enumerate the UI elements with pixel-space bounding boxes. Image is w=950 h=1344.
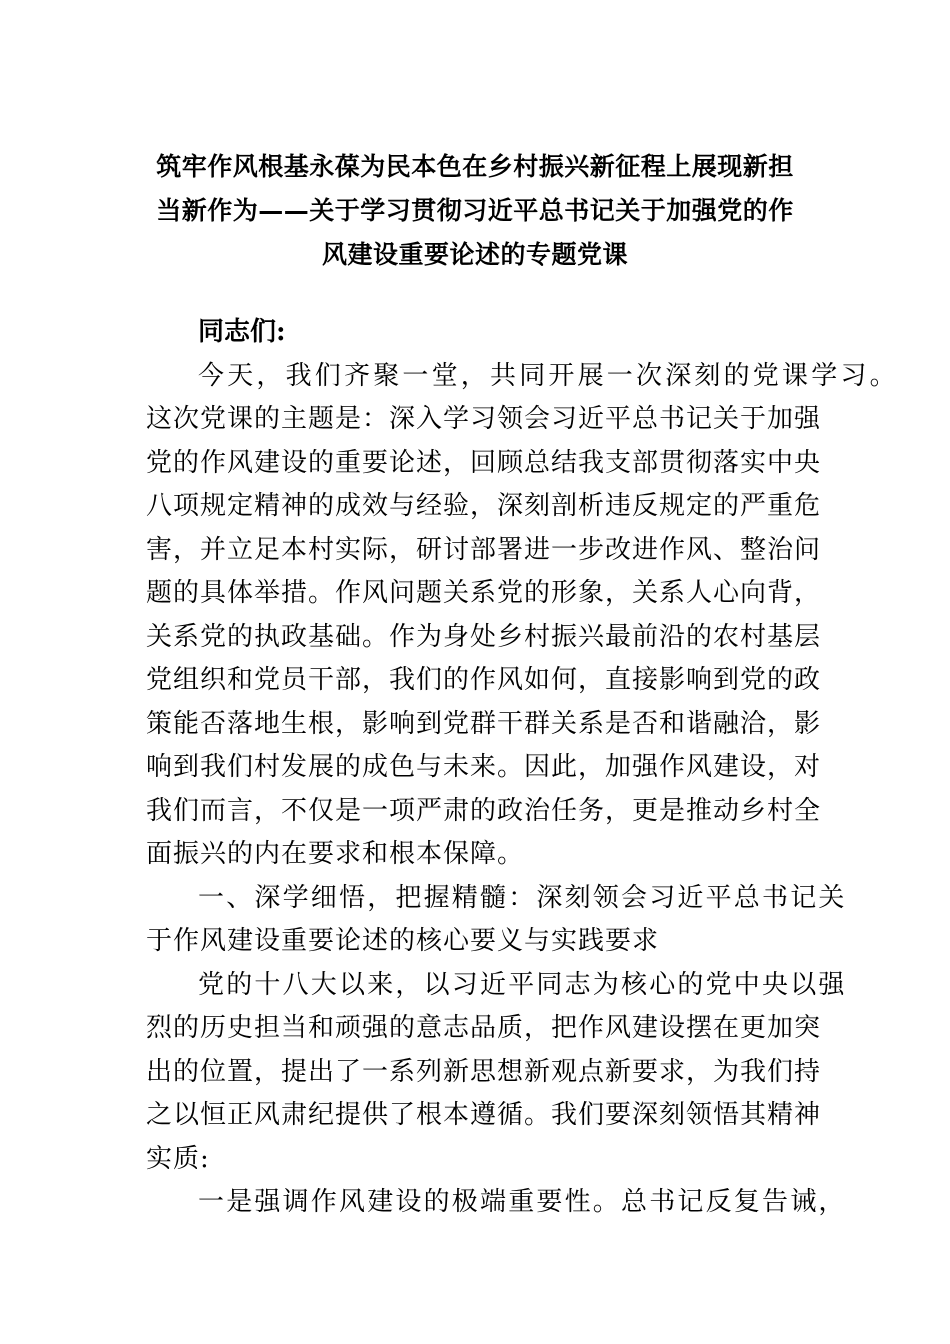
section-heading-line: 一、深学细悟，把握精髓：深刻领会习近平总书记关 (198, 882, 847, 913)
paragraph-line: 面振兴的内在要求和根本保障。 (146, 839, 525, 869)
paragraph-line: 党的十八大以来，以习近平同志为核心的党中央以强 (198, 969, 847, 1000)
paragraph-line: 之以恒正风肃纪提供了根本遵循。我们要深刻领悟其精神 (146, 1100, 822, 1130)
title-line: 当新作为——关于学习贯彻习近平总书记关于加强党的作 (156, 196, 794, 225)
paragraph-line: 八项规定精神的成效与经验，深刻剖析违反规定的严重危 (146, 491, 822, 521)
paragraph-line: 关系党的执政基础。作为身处乡村振兴最前沿的农村基层 (146, 621, 822, 652)
paragraph-line: 一是强调作风建设的极端重要性。总书记反复告诫， (198, 1187, 847, 1217)
paragraph-line: 这次党课的主题是：深入学习领会习近平总书记关于加强 (146, 404, 822, 434)
paragraph-line: 实质: (146, 1143, 210, 1174)
title-line: 风建设重要论述的专题党课 (321, 240, 628, 269)
paragraph-line: 策能否落地生根，影响到党群干群关系是否和谐融洽，影 (146, 708, 822, 739)
paragraph-line: 题的具体举措。作风问题关系党的形象，关系人心向背， (146, 578, 822, 608)
paragraph-line: 烈的历史担当和顽强的意志品质，把作风建设摆在更加突 (146, 1013, 822, 1043)
paragraph-line: 党组织和党员干部，我们的作风如何，直接影响到党的政 (146, 665, 822, 695)
paragraph-line: 党的作风建设的重要论述，回顾总结我支部贯彻落实中央 (146, 447, 822, 478)
paragraph-line: 我们而言，不仅是一项严肃的政治任务，更是推动乡村全 (146, 795, 822, 826)
document-title (140, 145, 810, 277)
paragraph-line: 响到我们村发展的成色与未来。因此，加强作风建设，对 (146, 752, 822, 782)
paragraph-line: 出的位置，提出了一系列新思想新观点新要求，为我们持 (146, 1056, 822, 1087)
section-heading-line: 于作风建设重要论述的核心要义与实践要求 (146, 926, 660, 956)
title-line: 筑牢作风根基永葆为民本色在乡村振兴新征程上展现新担 (156, 152, 794, 181)
salutation: 同志们: (198, 317, 286, 347)
paragraph-line: 今天，我们齐聚一堂，共同开展一次深刻的党课学习。 (198, 360, 899, 391)
document-body (146, 311, 899, 1225)
paragraph-line: 害，并立足本村实际，研讨部署进一步改进作风、整治问 (146, 534, 822, 565)
